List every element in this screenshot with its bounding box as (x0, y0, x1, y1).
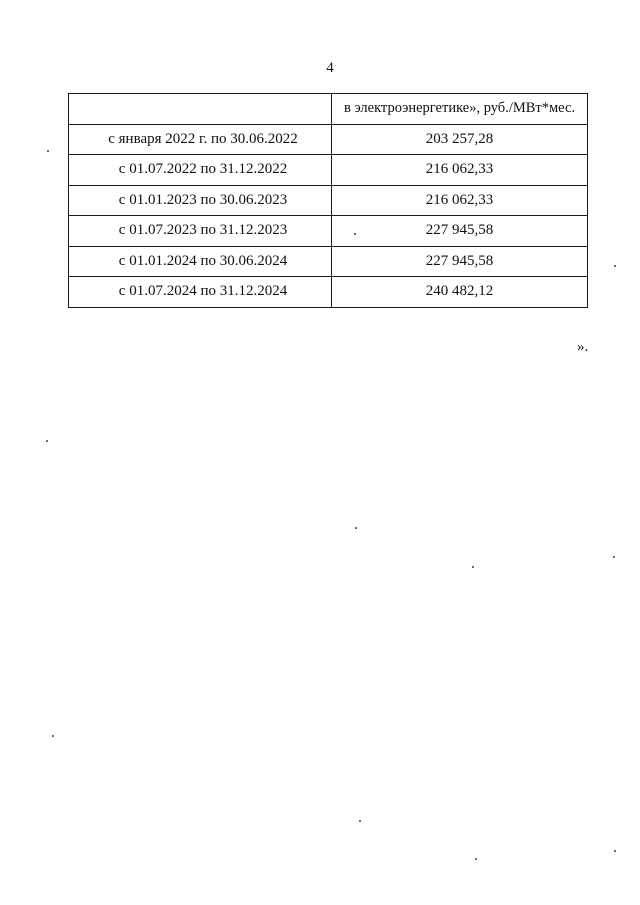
scan-speck (354, 233, 356, 235)
table-row (69, 155, 588, 186)
closing-quote: ». (577, 339, 589, 355)
scan-speck (355, 527, 357, 529)
tariff-table (68, 93, 588, 308)
table-row (69, 246, 588, 277)
value-cell: 216 062,33 (332, 185, 588, 216)
page-number: 4 (326, 60, 334, 76)
scan-speck (475, 858, 477, 860)
value-cell: 227 945,58 (332, 216, 588, 247)
period-cell: с 01.07.2023 по 31.12.2023 (69, 216, 332, 247)
scan-speck (613, 556, 615, 558)
header-period-cell (69, 94, 332, 125)
period-cell: с 01.07.2022 по 31.12.2022 (69, 155, 332, 186)
value-cell: 203 257,28 (332, 124, 588, 155)
period-cell: с 01.01.2023 по 30.06.2023 (69, 185, 332, 216)
period-cell: с 01.07.2024 по 31.12.2024 (69, 277, 332, 308)
table-row (69, 124, 588, 155)
scan-speck (472, 566, 474, 568)
scan-speck (359, 820, 361, 822)
header-value-cell: в электроэнергетике», руб./МВт*мес. (332, 94, 588, 125)
value-cell: 240 482,12 (332, 277, 588, 308)
scan-speck (52, 735, 54, 737)
scan-speck (46, 440, 48, 442)
value-cell: 227 945,58 (332, 246, 588, 277)
period-cell: с 01.01.2024 по 30.06.2024 (69, 246, 332, 277)
table-row (69, 277, 588, 308)
period-cell: с января 2022 г. по 30.06.2022 (69, 124, 332, 155)
value-cell: 216 062,33 (332, 155, 588, 186)
table-row (69, 216, 588, 247)
table-row (69, 185, 588, 216)
scan-speck (47, 150, 49, 152)
scan-speck (614, 850, 616, 852)
table-header-row (69, 94, 588, 125)
scan-speck (614, 265, 616, 267)
